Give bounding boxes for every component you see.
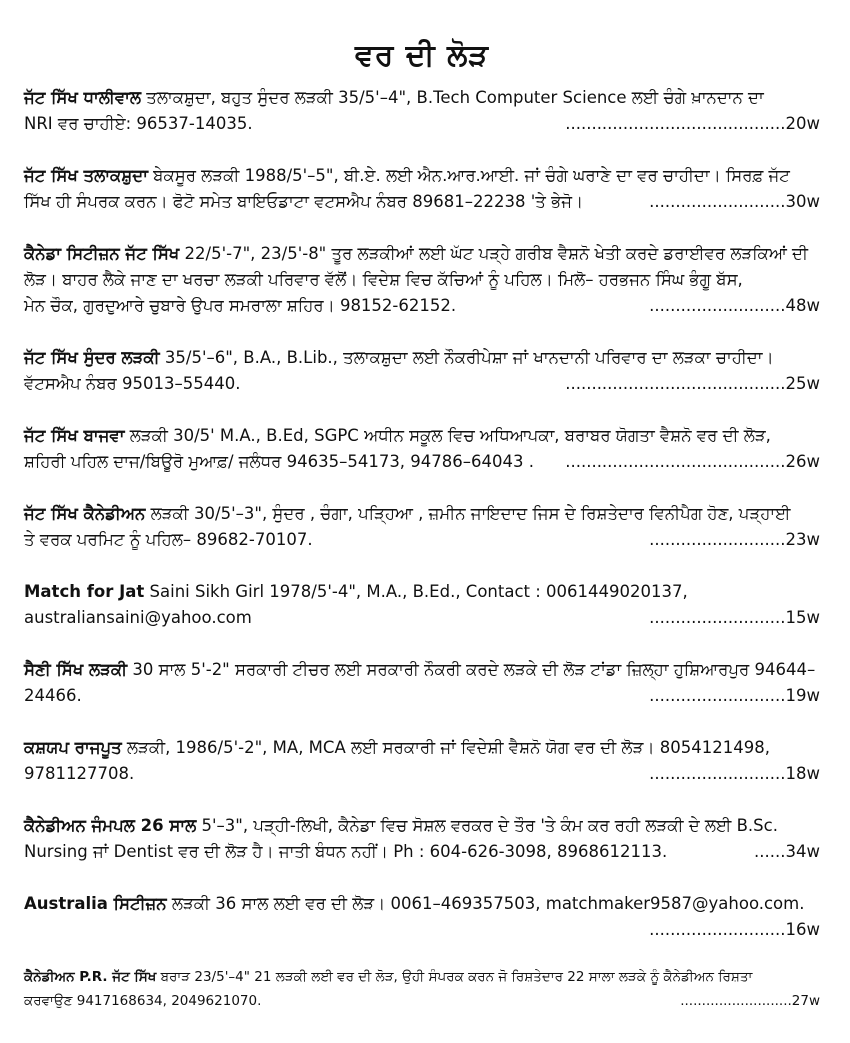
ad-item (24, 579, 820, 631)
ad-price: ..........................19w (649, 686, 820, 705)
ad-price: ..........................................20w (565, 114, 820, 133)
ad-body: 30 ਸਾਲ 5'-2" ਸਰਕਾਰੀ ਟੀਚਰ ਲਈ ਸਰਕਾਰੀ ਨੌਕਰੀ ਕਰਦੇ ਲੜਕੇ ਦੀ ਲੋੜ ਟਾਂਡਾ ਜ਼ਿਲ੍ਹਾ ਹੁਸ਼ਿਆਰਪੁਰ 94644– (127, 660, 816, 679)
ad-price: ..........................23w (649, 530, 820, 549)
ad-tail: ਮੇਨ ਚੌਕ, ਗੁਰਦੁਆਰੇ ਚੁਬਾਰੇ ਉਪਰ ਸਮਰਾਲਾ ਸ਼ਹਿਰ। 98152-62152. (24, 296, 457, 315)
ad-tail: ਵੱਟਸਐਪ ਨੰਬਰ 95013–55440. (24, 374, 241, 393)
ad-tail: Nursing ਜਾਂ Dentist ਵਰ ਦੀ ਲੋੜ ਹੈ। ਜਾਤੀ ਬੰਧਨ ਨਹੀਂ। Ph : 604-626-3098, 8968612113. (24, 842, 668, 861)
ad-price: ..........................15w (649, 608, 820, 627)
ad-tail: ਕਰਵਾਉਣ 9417168634, 2049621070. (24, 993, 262, 1009)
ad-body: ਤਲਾਕਸ਼ੁਦਾ, ਬਹੁਤ ਸੁੰਦਰ ਲੜਕੀ 35/5'–4", B.Tech Computer Science ਲਈ ਚੰਗੇ ਖ਼ਾਨਦਾਨ ਦਾ (141, 88, 764, 107)
ad-item (24, 163, 820, 215)
ad-body: 22/5'-7", 23/5'-8" ਤੂਰ ਲੜਕੀਆਂ ਲਈ ਘੱਟ ਪੜ੍ਹੇ ਗਰੀਬ ਵੈਸ਼ਨੋ ਖੇਤੀ ਕਰਦੇ ਡਰਾਈਵਰ ਲੜਕਿਆਂ ਦੀ ਲੋੜ। ਬਾਹਰ ਲੈਕੇ ਜਾਣ ਦਾ ਖਰਚਾ ਲੜਕੀ ਪਰਿਵਾਰ ਵੱਲੋਂ। ਵਿਦੇਸ਼ ਵਿਚ ਕੱਚਿਆਂ ਨੂੰ ਪਹਿਲ। ਮਿਲੋ– ਹਰਭਜਨ ਸਿੰਘ ਭੰਗੂ ਬੱਸ, (24, 244, 808, 289)
ad-price: ..........................27w (680, 993, 820, 1009)
ad-tail: 24466. (24, 686, 82, 705)
ad-price: ..........................48w (649, 296, 820, 315)
ad-heading: ਸੈਣੀ ਸਿੱਖ ਲੜਕੀ (24, 660, 128, 679)
ad-heading: Match for Jat (24, 582, 145, 601)
ad-heading: ਕੈਨੇਡਾ ਸਿਟੀਜ਼ਨ ਜੱਟ ਸਿੱਖ (24, 244, 180, 263)
ads-list (24, 85, 820, 1013)
ad-tail: NRI ਵਰ ਚਾਹੀਏ: 96537-14035. (24, 114, 253, 133)
ad-price: ..........................16w (649, 920, 820, 939)
ad-body: ਬੇਕਸੂਰ ਲੜਕੀ 1988/5'–5", ਬੀ.ਏ. ਲਈ ਐਨ.ਆਰ.ਆਈ. ਜਾਂ ਚੰਗੇ ਘਰਾਣੇ ਦਾ ਵਰ ਚਾਹੀਦਾ। ਸਿਰਫ਼ ਜੱਟ (147, 166, 790, 185)
ad-item (24, 241, 820, 319)
ad-item (24, 423, 820, 475)
ad-heading: Australia ਸਿਟੀਜ਼ਨ (24, 894, 167, 913)
ad-heading: ਜੱਟ ਸਿੱਖ ਬਾਜਵਾ (24, 426, 125, 445)
ad-body: ਬਰਾੜ 23/5'–4" 21 ਲੜਕੀ ਲਈ ਵਰ ਦੀ ਲੋੜ, ਉਹੀ ਸੰਪਰਕ ਕਰਨ ਜੋ ਰਿਸ਼ਤੇਦਾਰ 22 ਸਾਲਾ ਲੜਕੇ ਨੂੰ ਕੈਨੇਡੀਅਨ ਰਿਸ਼ਤਾ (156, 969, 753, 985)
ad-item (24, 85, 820, 137)
ad-body: 5'–3", ਪੜ੍ਹੀ-ਲਿਖੀ, ਕੈਨੇਡਾ ਵਿਚ ਸੋਸ਼ਲ ਵਰਕਰ ਦੇ ਤੌਰ 'ਤੇ ਕੰਮ ਕਰ ਰਹੀ ਲੜਕੀ ਦੇ ਲਈ B.Sc. (196, 816, 778, 835)
ad-item (24, 965, 820, 1013)
ad-item (24, 813, 820, 865)
ad-body: ਲੜਕੀ 30/5'–3", ਸੁੰਦਰ , ਚੰਗਾ, ਪੜ੍ਹਿਆ , ਜ਼ਮੀਨ ਜਾਇਦਾਦ ਜਿਸ ਦੇ ਰਿਸ਼ਤੇਦਾਰ ਵਿਨੀਪੈਗ ਹੋਣ, ਪੜ੍ਹਾਈ (145, 504, 791, 523)
ad-tail: ਤੇ ਵਰਕ ਪਰਮਿਟ ਨੂੰ ਪਹਿਲ– 89682-70107. (24, 530, 313, 549)
ad-heading: ਕੈਨੇਡੀਅਨ P.R. ਜੱਟ ਸਿੱਖ (24, 969, 157, 985)
ad-item (24, 657, 820, 709)
ad-body: ਲੜਕੀ 30/5' M.A., B.Ed, SGPC ਅਧੀਨ ਸਕੂਲ ਵਿਚ ਅਧਿਆਪਕਾ, ਬਰਾਬਰ ਯੋਗਤਾ ਵੈਸ਼ਨੋ ਵਰ ਦੀ ਲੋੜ, (124, 426, 771, 445)
ad-tail: 9781127708. (24, 764, 135, 783)
ad-heading: ਕਸ਼ਯਪ ਰਾਜਪੂਤ (24, 738, 122, 757)
ad-body: 35/5'–6", B.A., B.Lib., ਤਲਾਕਸ਼ੁਦਾ ਲਈ ਨੌਕਰੀਪੇਸ਼ਾ ਜਾਂ ਖਾਨਦਾਨੀ ਪਰਿਵਾਰ ਦਾ ਲੜਕਾ ਚਾਹੀਦਾ। (159, 348, 774, 367)
ad-price: ..........................................25w (565, 374, 820, 393)
ad-heading: ਜੱਟ ਸਿੱਖ ਧਾਲੀਵਾਲ (24, 88, 142, 107)
ad-heading: ਕੈਨੇਡੀਅਨ ਜੰਮਪਲ 26 ਸਾਲ (24, 816, 197, 835)
ad-item (24, 345, 820, 397)
ad-tail: ਸ਼ਹਿਰੀ ਪਹਿਲ ਦਾਜ/ਬਿਊਰੋ ਮੁਆਫ਼/ ਜਲੰਧਰ 94635–54173, 94786–64043 . (24, 452, 535, 471)
ad-price: ..........................18w (649, 764, 820, 783)
ad-body: ਲੜਕੀ 36 ਸਾਲ ਲਈ ਵਰ ਦੀ ਲੋੜ। 0061–469357503, matchmaker9587@yahoo.com. (166, 894, 805, 913)
ad-item (24, 735, 820, 787)
ad-price: ..........................30w (649, 192, 820, 211)
ad-item (24, 891, 820, 943)
ad-price: ......34w (754, 842, 820, 861)
ad-tail[interactable]: australiansaini@yahoo.com (24, 608, 252, 627)
ad-item (24, 501, 820, 553)
page-title: ਵਰ ਦੀ ਲੋੜ (354, 38, 490, 73)
ad-body: Saini Sikh Girl 1978/5'-4", M.A., B.Ed., Contact : 0061449020137, (144, 582, 688, 601)
ad-heading: ਜੱਟ ਸਿੱਖ ਕੈਨੇਡੀਅਨ (24, 504, 146, 523)
ad-tail: ਸਿੱਖ ਹੀ ਸੰਪਰਕ ਕਰਨ। ਫੋਟੋ ਸਮੇਤ ਬਾਇਓਡਾਟਾ ਵਟਸਐਪ ਨੰਬਰ 89681–22238 'ਤੇ ਭੇਜੋ। (24, 192, 584, 211)
ad-price: ..........................................26w (565, 452, 820, 471)
ad-body: ਲੜਕੀ, 1986/5'-2", MA, MCA ਲਈ ਸਰਕਾਰੀ ਜਾਂ ਵਿਦੇਸ਼ੀ ਵੈਸ਼ਨੋ ਯੋਗ ਵਰ ਦੀ ਲੋੜ। 8054121498, (121, 738, 770, 757)
ad-heading: ਜੱਟ ਸਿੱਖ ਸੁੰਦਰ ਲੜਕੀ (24, 348, 160, 367)
ad-heading: ਜੱਟ ਸਿੱਖ ਤਲਾਕਸ਼ੁਦਾ (24, 166, 148, 185)
